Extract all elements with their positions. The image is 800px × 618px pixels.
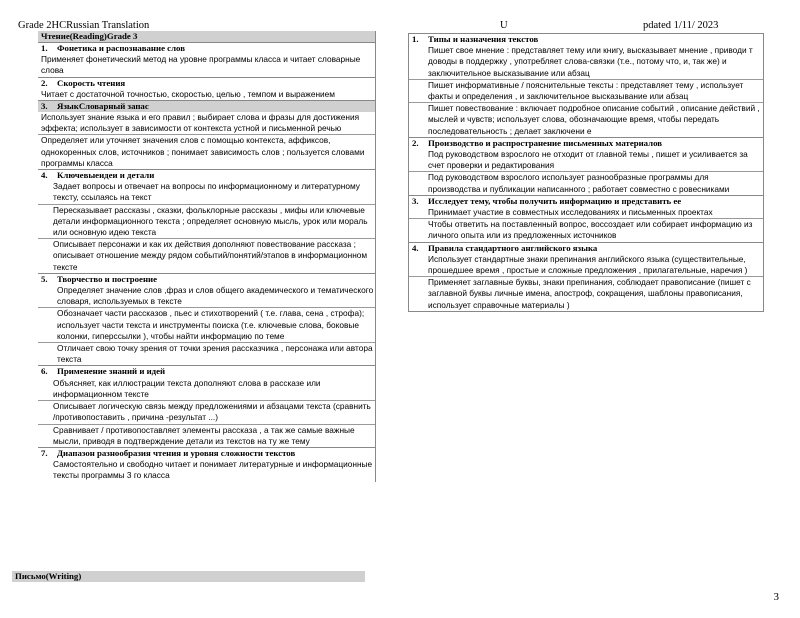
- reading-column: [38, 31, 376, 482]
- section: [38, 100, 375, 169]
- list-item: Пишет повествование : включает подробное описание событий , описание действий , мыслей и чувств; использует слова, обозначающие время, чтобы передать последовательность ; делает заключени е: [409, 102, 763, 137]
- list-item: Определяет значение слов ,фраз и слов общего академического и тематического словаря, используемых в тексте: [57, 285, 374, 307]
- section-title: ЯзыкСловарный запас: [57, 101, 149, 112]
- list-item: Применяет фонетический метод на уровне программы класса и читает словарные слова: [41, 54, 361, 76]
- reading-sections: [38, 42, 375, 482]
- section-heading: [38, 43, 375, 54]
- header-right: pdated 1/11/ 2023: [643, 20, 719, 31]
- section-number: 4.: [41, 170, 48, 181]
- section-title: Производство и распространение письменных материалов: [428, 137, 663, 148]
- list-item: Под руководством взрослого использует разнообразные программы для производства и публикации написанного ; работает совместно с ровесниками: [409, 171, 763, 194]
- section: [38, 42, 375, 77]
- section: [409, 242, 763, 311]
- list-item: Определяет или уточняет значения слов с помощью контекста, аффиксов, однокоренных слов, источников ; понимает зависимость слов ; пользуется словами программы класса: [38, 134, 375, 169]
- writing-title: Письмо(Writing): [12, 571, 365, 582]
- section: [38, 365, 375, 446]
- section-heading: [38, 101, 375, 112]
- section-heading: [409, 243, 763, 254]
- list-item: Пишет информативные / пояснительные тексты : представляет тему , использует факты и определения , и заключительное высказывание или абзац: [409, 79, 763, 102]
- list-item: Чтобы ответить на поставленный вопрос, воссоздает или собирает информацию из личного опыта или из предложенных источников: [409, 218, 763, 241]
- section-title: Ключевыеидеи и детали: [57, 170, 155, 181]
- section: [409, 195, 763, 242]
- section: [38, 447, 375, 482]
- header-mid: U: [500, 20, 508, 31]
- section-title: Исследует тему, чтобы получить информацию и представить ее: [428, 195, 682, 206]
- list-item: Описывает логическую связь между предложениями и абзацами текста (сравнить /противопоставить , причина -результат ...): [38, 400, 375, 423]
- header-left: Grade 2HCRussian Translation: [18, 20, 150, 31]
- section-heading: [38, 448, 375, 459]
- section-number: 5.: [41, 273, 48, 284]
- section: [38, 273, 375, 366]
- list-item: Принимает участие в совместных исследованиях и письменных проектах: [428, 207, 713, 218]
- section-number: 4.: [412, 242, 419, 253]
- section-heading: [409, 138, 763, 149]
- section-title: Фонетика и распознавание слов: [57, 43, 185, 53]
- section-number: 3.: [41, 101, 48, 112]
- writing-frame: [408, 33, 764, 312]
- reading-frame: [38, 31, 376, 482]
- list-item: Сравнивает / противопоставляет элементы рассказа , а так же самые важные мысли, приводя в подтверждение детали из текстов на ту же тему: [38, 424, 375, 447]
- section-number: 2.: [412, 137, 419, 148]
- section: [409, 137, 763, 195]
- section-number: 1.: [41, 43, 48, 53]
- section-title: Творчество и построение: [57, 273, 157, 284]
- list-item: Описывает персонажи и как их действия дополняют повествование рассказа ; описывает отношение между рядом событий/понятий/этапов в информационном тексте: [38, 238, 375, 273]
- page-number: 3: [773, 591, 779, 603]
- section-title: Применение знаний и идей: [57, 366, 166, 377]
- section-title: Диапазон разнообразия чтения и уровня сложности текстов: [57, 447, 296, 458]
- list-item: Пересказывает рассказы , сказки, фольклорные рассказы , мифы или ключевые детали информационного текста ; определяет основную мысль, урок или мораль или основную идею текста: [38, 204, 375, 239]
- section-number: 1.: [412, 34, 419, 44]
- writing-column: [408, 33, 764, 312]
- section-heading: [38, 78, 375, 89]
- section-title: Правила стандартного английского языка: [428, 242, 598, 253]
- list-item: Объясняет, как иллюстрации текста дополняют слова в рассказе или информационном тексте: [53, 377, 321, 399]
- section: [409, 33, 763, 137]
- section-number: 2.: [41, 77, 48, 88]
- list-item: Под руководством взрослого не отходит от главной темы , пишет и усиливается за счет проверки и редактирования: [428, 149, 748, 171]
- list-item: Самостоятельно и свободно читает и понимает литературные и информационные тексты программы 3 го класса: [53, 459, 373, 481]
- section-number: 7.: [41, 447, 48, 458]
- section: [38, 77, 375, 100]
- list-item: Использует стандартные знаки препинания английского языка (существительные, прошедшее время , простые и сложные предложения , прилагательные, наречия ): [428, 253, 748, 276]
- section-heading: [38, 170, 375, 181]
- list-item: Использует знание языка и его правил ; выбирает слова и фразы для достижения эффекта; использует в зависимости от контекста устной и письменной речью: [41, 112, 360, 134]
- section-title: Типы и назначения текстов: [428, 34, 539, 44]
- list-item: Читает с достаточной точностью, скоростью, целью , темпом и выражением: [41, 88, 335, 99]
- section: [38, 169, 375, 273]
- section-heading: [38, 366, 375, 377]
- section-heading: [409, 34, 763, 45]
- list-item: Отличает свою точку зрения от точки зрения рассказчика , персонажа или автора текста: [38, 342, 375, 365]
- list-item: Задает вопросы и отвечает на вопросы по информационному и литературному тексту, ссылаясь на текст: [53, 181, 360, 203]
- list-item: Обозначает части рассказов , пьес и стихотворений ( т.е. глава, сена , строфа); использует части текста и инструменты поиска (т.е. ключевые слова, боковые колонки, гиперссылки ), чтобы найти информацию по теме: [38, 307, 375, 342]
- section-title: Скорость чтения: [57, 77, 126, 88]
- writing-sections: [409, 33, 763, 311]
- list-item: Пишет свое мнение : представляет тему или книгу, высказывает мнение , приводи т доводы в поддержку , употребляет слова-связки (т.е., потому что, и, так же) и заключительное высказывание или абзац: [428, 45, 753, 78]
- section-heading: [409, 196, 763, 207]
- reading-title: Чтение(Reading)Grade 3: [38, 31, 375, 42]
- section-number: 3.: [412, 195, 419, 206]
- list-item: Применяет заглавные буквы, знаки препинания, соблюдает правописание (пишет с заглавной буквы личные имена, апостроф, сокращения, шаблоны правописания, использует справочные материалы ): [409, 276, 763, 311]
- section-number: 6.: [41, 366, 48, 377]
- section-heading: [38, 274, 375, 285]
